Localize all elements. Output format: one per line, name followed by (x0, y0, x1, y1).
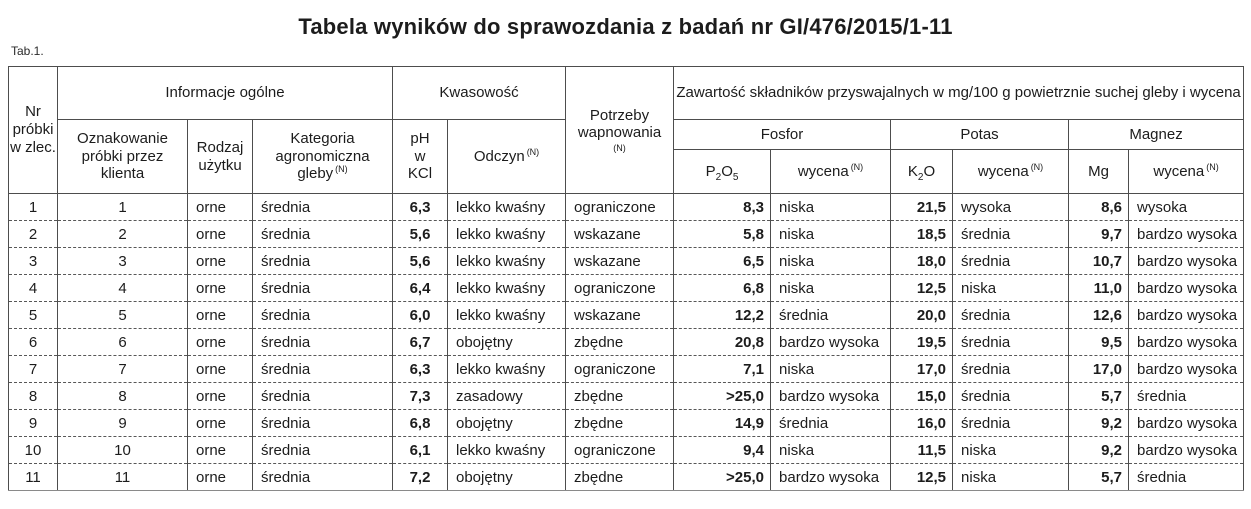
cell-k2o: 19,5 (891, 329, 953, 356)
cell-mg-rating: bardzo wysoka (1129, 302, 1244, 329)
cell-mg-rating: bardzo wysoka (1129, 248, 1244, 275)
table-row (9, 356, 1244, 383)
cell-k-rating: średnia (953, 221, 1069, 248)
cell-liming: ograniczone (566, 275, 674, 302)
p2o5-sub1: 2 (715, 171, 722, 183)
cell-p-rating: niska (771, 194, 891, 221)
cell-soil-category: średnia (253, 221, 393, 248)
cell-mg: 10,7 (1069, 248, 1129, 275)
ph-line3: KCl (407, 165, 433, 183)
cell-reaction: lekko kwaśny (448, 275, 566, 302)
cell-land-use: orne (188, 410, 253, 437)
cell-mg: 9,2 (1069, 437, 1129, 464)
reaction-text: Odczyn (473, 147, 525, 165)
cell-reaction: lekko kwaśny (448, 302, 566, 329)
cell-mg: 12,6 (1069, 302, 1129, 329)
table-header (9, 67, 1244, 194)
cell-ph: 5,6 (393, 248, 448, 275)
cell-client-marking: 6 (58, 329, 188, 356)
cell-soil-category: średnia (253, 248, 393, 275)
cell-ph: 6,3 (393, 194, 448, 221)
cell-p-rating: bardzo wysoka (771, 329, 891, 356)
cell-k-rating: wysoka (953, 194, 1069, 221)
header-liming-needs (566, 67, 674, 194)
cell-liming: ograniczone (566, 194, 674, 221)
cell-p2o5: 12,2 (674, 302, 771, 329)
cell-mg: 5,7 (1069, 464, 1129, 491)
cell-ph: 6,1 (393, 437, 448, 464)
table-row (9, 437, 1244, 464)
header-soil-category (253, 120, 393, 194)
cell-client-marking: 1 (58, 194, 188, 221)
cell-sample-no: 5 (9, 302, 58, 329)
cell-liming: wskazane (566, 248, 674, 275)
cell-reaction: lekko kwaśny (448, 437, 566, 464)
cell-k-rating: niska (953, 275, 1069, 302)
ph-line2: w (414, 147, 426, 165)
cell-sample-no: 3 (9, 248, 58, 275)
cell-p2o5: 6,5 (674, 248, 771, 275)
liming-note: (N) (613, 142, 626, 153)
cell-p2o5: 6,8 (674, 275, 771, 302)
cell-sample-no: 1 (9, 194, 58, 221)
cell-soil-category: średnia (253, 329, 393, 356)
cell-k2o: 17,0 (891, 356, 953, 383)
cell-mg: 11,0 (1069, 275, 1129, 302)
table-row (9, 248, 1244, 275)
cell-mg-rating: średnia (1129, 464, 1244, 491)
header-p2o5 (674, 150, 771, 194)
k2o-el2: O (923, 162, 936, 180)
cell-k-rating: niska (953, 437, 1069, 464)
cell-p-rating: niska (771, 437, 891, 464)
page-title: Tabela wyników do sprawozdania z badań nr GI/476/2015/1-11 (298, 14, 953, 39)
cell-k2o: 18,5 (891, 221, 953, 248)
cell-soil-category: średnia (253, 194, 393, 221)
k2o-el1: K (907, 162, 918, 180)
cell-k2o: 12,5 (891, 275, 953, 302)
cell-k2o: 18,0 (891, 248, 953, 275)
cell-land-use: orne (188, 356, 253, 383)
cell-sample-no: 8 (9, 383, 58, 410)
cell-k-rating: niska (953, 464, 1069, 491)
header-group-acidity: Kwasowość (393, 67, 566, 120)
cell-ph: 6,4 (393, 275, 448, 302)
cell-liming: ograniczone (566, 437, 674, 464)
cell-mg-rating: bardzo wysoka (1129, 410, 1244, 437)
cell-reaction: lekko kwaśny (448, 221, 566, 248)
cell-p-rating: niska (771, 356, 891, 383)
cell-k2o: 15,0 (891, 383, 953, 410)
k-rating-note: (N) (1030, 161, 1044, 172)
cell-land-use: orne (188, 275, 253, 302)
table-number-label: Tab.1. (11, 44, 44, 58)
cell-p2o5: 9,4 (674, 437, 771, 464)
liming-line1: Potrzeby (589, 106, 650, 124)
header-group-phosphorus: Fosfor (674, 120, 891, 150)
ph-line1: pH (410, 129, 430, 147)
cell-sample-no: 6 (9, 329, 58, 356)
table-body (9, 194, 1244, 491)
cell-k-rating: średnia (953, 410, 1069, 437)
results-table (8, 66, 1244, 491)
header-group-nutrients: Zawartość składników przyswajalnych w mg/100 g powietrznie suchej gleby i wycena (674, 67, 1244, 120)
cell-land-use: orne (188, 437, 253, 464)
cell-mg: 5,7 (1069, 383, 1129, 410)
cell-mg: 8,6 (1069, 194, 1129, 221)
cell-liming: zbędne (566, 464, 674, 491)
cell-ph: 5,6 (393, 221, 448, 248)
cell-soil-category: średnia (253, 383, 393, 410)
cell-p-rating: bardzo wysoka (771, 383, 891, 410)
cell-sample-no: 4 (9, 275, 58, 302)
table-row (9, 275, 1244, 302)
k-rating-text: wycena (977, 162, 1029, 180)
soil-category-note: (N) (335, 164, 348, 175)
cell-ph: 6,7 (393, 329, 448, 356)
cell-p-rating: średnia (771, 302, 891, 329)
cell-liming: wskazane (566, 302, 674, 329)
p2o5-el2: O (721, 162, 733, 180)
mg-rating-note: (N) (1206, 161, 1219, 172)
cell-client-marking: 5 (58, 302, 188, 329)
liming-line2: wapnowania (577, 124, 662, 142)
header-mg: Mg (1069, 150, 1129, 194)
cell-k-rating: średnia (953, 329, 1069, 356)
header-client-marking: Oznakowanie próbki przez klienta (58, 120, 188, 194)
table-row (9, 383, 1244, 410)
cell-land-use: orne (188, 383, 253, 410)
table-row (9, 194, 1244, 221)
cell-client-marking: 11 (58, 464, 188, 491)
p2o5-el1: P (705, 162, 716, 180)
table-row (9, 410, 1244, 437)
cell-client-marking: 7 (58, 356, 188, 383)
cell-liming: wskazane (566, 221, 674, 248)
cell-ph: 7,3 (393, 383, 448, 410)
cell-client-marking: 10 (58, 437, 188, 464)
cell-soil-category: średnia (253, 275, 393, 302)
cell-soil-category: średnia (253, 302, 393, 329)
cell-reaction: zasadowy (448, 383, 566, 410)
cell-mg: 17,0 (1069, 356, 1129, 383)
header-sample-number: Nr próbki w zlec. (9, 67, 58, 194)
cell-client-marking: 9 (58, 410, 188, 437)
cell-ph: 7,2 (393, 464, 448, 491)
cell-ph: 6,3 (393, 356, 448, 383)
cell-k2o: 12,5 (891, 464, 953, 491)
cell-p-rating: niska (771, 248, 891, 275)
cell-soil-category: średnia (253, 410, 393, 437)
cell-k-rating: średnia (953, 356, 1069, 383)
cell-client-marking: 4 (58, 275, 188, 302)
cell-sample-no: 7 (9, 356, 58, 383)
cell-reaction: obojętny (448, 329, 566, 356)
cell-p2o5: >25,0 (674, 383, 771, 410)
cell-k-rating: średnia (953, 383, 1069, 410)
header-mg-rating (1129, 150, 1244, 194)
cell-reaction: obojętny (448, 410, 566, 437)
cell-mg-rating: średnia (1129, 383, 1244, 410)
k2o-sub1: 2 (917, 171, 924, 183)
header-group-general-info: Informacje ogólne (58, 67, 393, 120)
cell-sample-no: 2 (9, 221, 58, 248)
cell-client-marking: 8 (58, 383, 188, 410)
cell-k2o: 20,0 (891, 302, 953, 329)
header-group-potassium: Potas (891, 120, 1069, 150)
cell-land-use: orne (188, 194, 253, 221)
cell-reaction: lekko kwaśny (448, 356, 566, 383)
reaction-note: (N) (526, 146, 540, 157)
cell-ph: 6,0 (393, 302, 448, 329)
cell-ph: 6,8 (393, 410, 448, 437)
cell-land-use: orne (188, 464, 253, 491)
cell-mg: 9,2 (1069, 410, 1129, 437)
cell-sample-no: 10 (9, 437, 58, 464)
table-row (9, 329, 1244, 356)
cell-k-rating: średnia (953, 302, 1069, 329)
cell-p2o5: 20,8 (674, 329, 771, 356)
cell-k-rating: średnia (953, 248, 1069, 275)
cell-soil-category: średnia (253, 437, 393, 464)
header-p-rating (771, 150, 891, 194)
cell-liming: ograniczone (566, 356, 674, 383)
cell-k2o: 11,5 (891, 437, 953, 464)
header-reaction (448, 120, 566, 194)
cell-land-use: orne (188, 329, 253, 356)
cell-k2o: 21,5 (891, 194, 953, 221)
cell-sample-no: 11 (9, 464, 58, 491)
cell-client-marking: 2 (58, 221, 188, 248)
header-ph (393, 120, 448, 194)
cell-k2o: 16,0 (891, 410, 953, 437)
cell-soil-category: średnia (253, 356, 393, 383)
cell-mg-rating: bardzo wysoka (1129, 275, 1244, 302)
p-rating-text: wycena (797, 162, 849, 180)
cell-mg-rating: wysoka (1129, 194, 1244, 221)
cell-client-marking: 3 (58, 248, 188, 275)
cell-p-rating: niska (771, 221, 891, 248)
cell-soil-category: średnia (253, 464, 393, 491)
cell-liming: zbędne (566, 410, 674, 437)
cell-p-rating: niska (771, 275, 891, 302)
cell-mg-rating: bardzo wysoka (1129, 356, 1244, 383)
table-row (9, 221, 1244, 248)
cell-mg-rating: bardzo wysoka (1129, 329, 1244, 356)
cell-reaction: lekko kwaśny (448, 248, 566, 275)
cell-reaction: obojętny (448, 464, 566, 491)
table-row (9, 302, 1244, 329)
cell-mg: 9,5 (1069, 329, 1129, 356)
cell-p-rating: bardzo wysoka (771, 464, 891, 491)
cell-land-use: orne (188, 302, 253, 329)
cell-liming: zbędne (566, 329, 674, 356)
cell-sample-no: 9 (9, 410, 58, 437)
cell-p2o5: 5,8 (674, 221, 771, 248)
cell-p2o5: 8,3 (674, 194, 771, 221)
mg-rating-text: wycena (1153, 162, 1205, 180)
cell-p2o5: 7,1 (674, 356, 771, 383)
header-land-use: Rodzaj użytku (188, 120, 253, 194)
header-k-rating (953, 150, 1069, 194)
cell-land-use: orne (188, 221, 253, 248)
cell-liming: zbędne (566, 383, 674, 410)
table-row (9, 464, 1244, 491)
p-rating-note: (N) (850, 161, 864, 172)
soil-category-text: Kategoria agronomiczna gleby (275, 129, 370, 183)
cell-p-rating: średnia (771, 410, 891, 437)
cell-p2o5: 14,9 (674, 410, 771, 437)
cell-p2o5: >25,0 (674, 464, 771, 491)
cell-reaction: lekko kwaśny (448, 194, 566, 221)
p2o5-sub2: 5 (732, 171, 739, 183)
cell-mg-rating: bardzo wysoka (1129, 221, 1244, 248)
cell-mg: 9,7 (1069, 221, 1129, 248)
header-k2o (891, 150, 953, 194)
cell-land-use: orne (188, 248, 253, 275)
cell-mg-rating: bardzo wysoka (1129, 437, 1244, 464)
header-group-magnesium: Magnez (1069, 120, 1244, 150)
